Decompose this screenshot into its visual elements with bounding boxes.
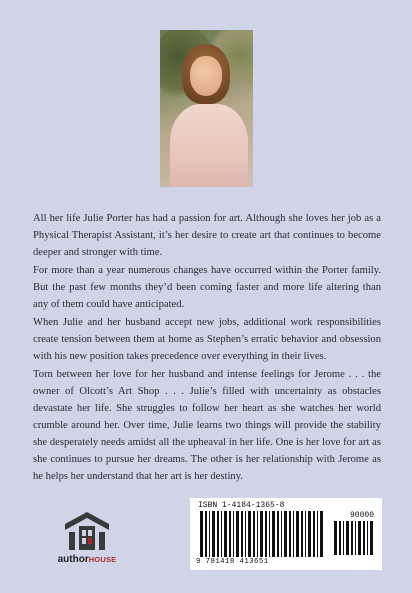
blurb-paragraph: When Julie and her husband accept new jobs, additional work responsibilities create tension between them at home as Stephen’s erratic behavior and obsession with his new position takes precedence over everything in their lives. xyxy=(33,317,381,362)
barcode-bar xyxy=(272,511,275,557)
barcode-bar xyxy=(245,511,246,557)
barcode-bar xyxy=(217,511,219,557)
barcode-bar xyxy=(200,511,203,557)
barcode-bar xyxy=(343,521,344,555)
blurb-paragraph: All her life Julie Porter has had a passion for art. Although she loves her job as a Physical Therapist Assistant, it’s her desire to create art that continues to become deeper and stronger with time. xyxy=(33,213,381,258)
barcode-bar xyxy=(346,521,349,555)
barcode-bar xyxy=(317,511,318,557)
ean-bars xyxy=(200,511,326,557)
barcode-bar xyxy=(229,511,231,557)
barcode-bar xyxy=(320,511,323,557)
barcode-bar xyxy=(269,511,270,557)
barcode-bar xyxy=(339,521,341,555)
barcode-bar xyxy=(370,521,373,555)
photo-face xyxy=(190,56,222,96)
blurb-paragraph: For more than a year numerous changes have occurred within the Porter family. But the past few months they’d been coming faster and more life altering than any of them could have anticipated. xyxy=(33,265,381,310)
barcode-bar xyxy=(212,511,215,557)
book-description xyxy=(33,210,381,486)
barcode-bar xyxy=(296,511,299,557)
barcode-bar xyxy=(308,511,311,557)
barcode-bar xyxy=(253,511,255,557)
barcode-bar xyxy=(248,511,251,557)
price-code: 90000 xyxy=(349,511,374,520)
authorhouse-house-icon xyxy=(61,510,113,552)
barcode-bar xyxy=(284,511,287,557)
barcode-bar xyxy=(236,511,239,557)
photo-shirt xyxy=(170,104,248,187)
isbn-label: ISBN 1-4184-1365-8 xyxy=(198,501,285,510)
blurb-paragraph: Torn between her love for her husband and intense feelings for Jerome . . . the owner of Olcott’s Art Shop . . . Julie’s filled with uncertainty as obstacles devastate her life. She struggles to follow her heart as she watches her world crumble around her. Over time, Julie learns two things will provide the stability she desperately needs amidst all the upheaval in her life. One is her love for art as she continues to pursue her dreams. The other is her relationship with Jerome as he helps her understand that her art is her destiny. xyxy=(33,369,381,482)
publisher-logo xyxy=(52,510,122,570)
barcode-bar xyxy=(281,511,282,557)
addon-bars xyxy=(334,521,374,555)
barcode-bar xyxy=(293,511,294,557)
barcode-bar xyxy=(313,511,315,557)
barcode-bar xyxy=(289,511,291,557)
barcode-bar xyxy=(355,521,356,555)
barcode-bar xyxy=(209,511,210,557)
publisher-name-suffix: HOUSE xyxy=(88,555,117,564)
barcode-bar xyxy=(334,521,337,555)
barcode-bar xyxy=(260,511,263,557)
barcode-bar xyxy=(301,511,303,557)
barcode-bar xyxy=(351,521,353,555)
barcode-bar xyxy=(221,511,222,557)
barcode-bar xyxy=(224,511,227,557)
barcode-bar xyxy=(205,511,207,557)
isbn-barcode xyxy=(190,498,382,570)
barcode-bar xyxy=(358,521,361,555)
barcode-bar xyxy=(241,511,243,557)
barcode-bar xyxy=(233,511,234,557)
barcode-bar xyxy=(305,511,306,557)
publisher-name-prefix: author xyxy=(57,554,89,565)
barcode-bar xyxy=(257,511,258,557)
barcode-bar xyxy=(363,521,365,555)
author-photo xyxy=(160,30,253,187)
barcode-bar xyxy=(265,511,267,557)
barcode-bar xyxy=(367,521,368,555)
barcode-bar xyxy=(277,511,279,557)
publisher-wordmark xyxy=(52,554,122,565)
barcode-digits: 9 781418 413651 xyxy=(196,558,269,566)
